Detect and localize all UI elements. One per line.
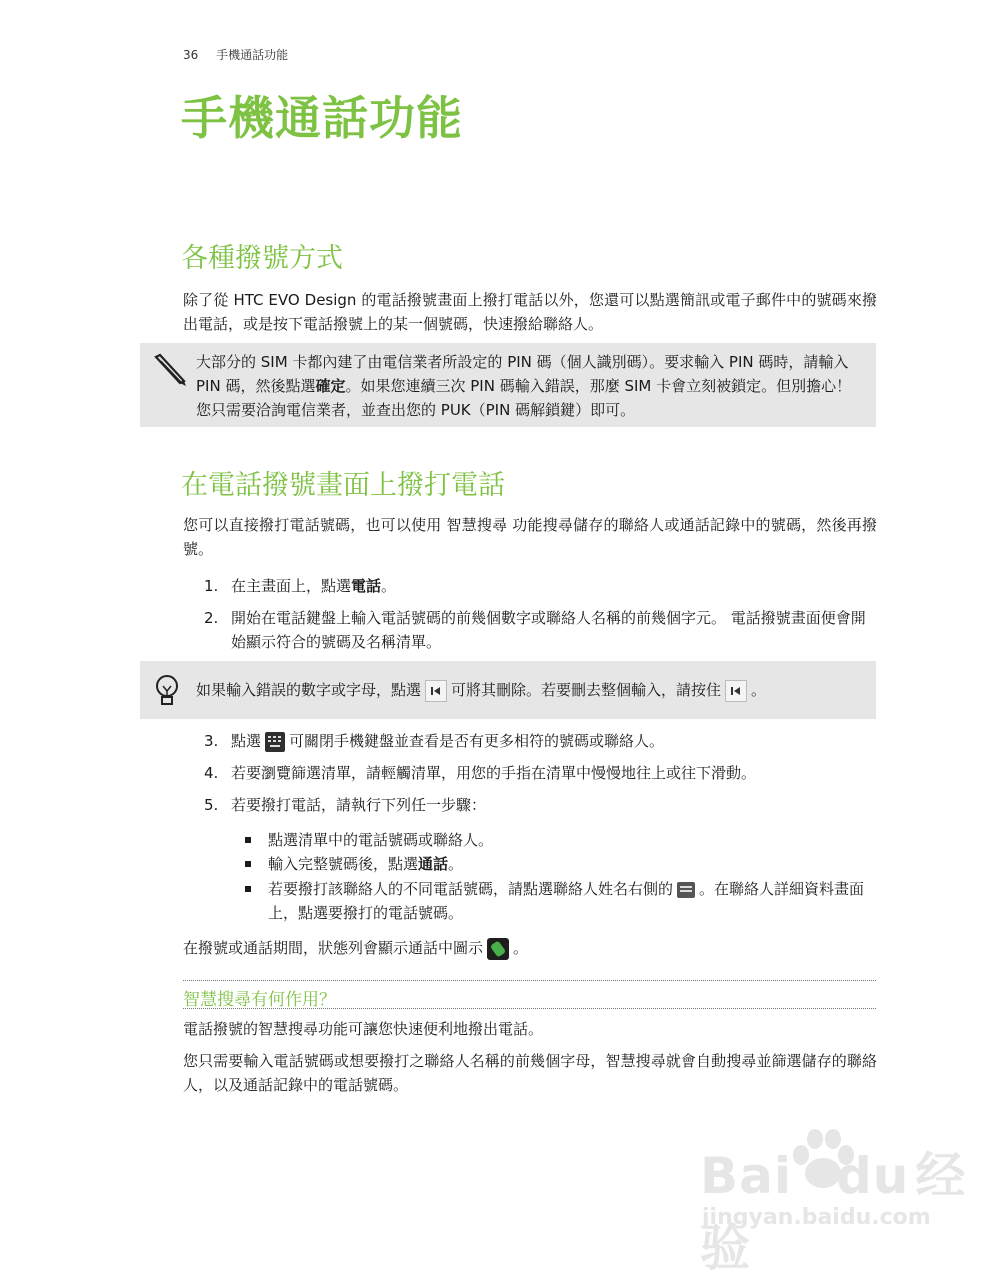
ok-label: 確定: [315, 377, 346, 395]
step-5: 5. 若要撥打電話，請執行下列任一步驟：: [204, 796, 487, 814]
backspace-key-icon: [425, 680, 447, 702]
call-label: 通話: [418, 855, 449, 873]
step-2: 2. 開始在電話鍵盤上輸入電話號碼的前幾個數字或聯絡人名稱的前幾個字元。 電話撥號畫面便會開始顯示符合的號碼及名稱清單。: [204, 609, 866, 651]
step-1: 1. 在主畫面上，點選電話。: [204, 577, 397, 595]
section1-body: 除了從 HTC EVO Design 的電話撥號畫面上撥打電話以外，您還可以點選簡訊或電子郵件中的號碼來撥出電話，或是按下電話撥號上的某一個號碼，快速撥給聯絡人。: [183, 291, 877, 333]
phone-label: 電話: [351, 577, 382, 595]
bullet-marker: [245, 837, 251, 843]
section2-intro: 您可以直接撥打電話號碼，也可以使用 智慧搜尋 功能搜尋儲存的聯絡人或通話記錄中的號碼，然後再撥號。: [183, 516, 877, 558]
bullet-marker: [245, 861, 251, 867]
tip-box: [140, 661, 876, 719]
tip-text: 如果輸入錯誤的數字或字母，點選 可將其刪除。若要刪去整個輸入，請按住 。: [196, 678, 862, 702]
status-bar-note: 在撥號或通話期間，狀態列會顯示通話中圖示 。: [183, 936, 877, 960]
bullet-1: 點選清單中的電話號碼或聯絡人。: [245, 828, 875, 852]
step-3: 3. 點選 可關閉手機鍵盤並查看是否有更多相符的號碼或聯絡人。: [204, 732, 665, 750]
chapter-title: 手機通話功能: [181, 91, 463, 145]
smart-search-p2: 您只需要輸入電話號碼或想要撥打之聯絡人名稱的前幾個字母，智慧搜尋就會自動搜尋並篩選儲存的聯絡人，以及通話記錄中的電話號碼。: [183, 1052, 877, 1094]
bullet-marker: [245, 886, 251, 892]
page-header: [183, 46, 288, 63]
contact-card-icon: [677, 882, 695, 898]
section-title-dialing-methods: 各種撥號方式: [181, 243, 343, 274]
smart-search-question: 智慧搜尋有何作用？: [183, 990, 336, 1010]
divider: [183, 1008, 876, 1009]
bullet-2: 輸入完整號碼後，點選通話。: [245, 852, 875, 876]
page-number: 36: [183, 48, 199, 62]
call-in-progress-icon: [487, 938, 509, 960]
section-title-dial-from-screen: 在電話撥號畫面上撥打電話: [181, 470, 505, 501]
watermark-brand: Bai du 经验: [700, 1147, 967, 1277]
running-title: 手機通話功能: [216, 48, 289, 62]
note-text: 大部分的 SIM 卡都內建了由電信業者所設定的 PIN 碼（個人識別碼）。要求輸入 PIN 碼時，請輸入 PIN 碼，然後點選確定。如果您連續三次 PIN 碼輸入錯誤，那麼 SIM 卡會立刻被鎖定。但別擔心！您只需要洽詢電信業者，並查出您的 PUK（PIN 碼解鎖鍵）即可。: [196, 353, 852, 419]
bullet-3: 若要撥打該聯絡人的不同電話號碼，請點選聯絡人姓名右側的 。在聯絡人詳細資料畫面上，點選要撥打的電話號碼。: [245, 877, 875, 925]
watermark-url: jingyan.baidu.com: [702, 1205, 931, 1230]
note-box: [140, 343, 876, 427]
backspace-key-icon: [725, 680, 747, 702]
pencil-icon: [150, 349, 190, 389]
divider: [183, 980, 876, 981]
step-4: 4. 若要瀏覽篩選清單，請輕觸清單，用您的手指在清單中慢慢地往上或往下滑動。: [204, 764, 757, 782]
lightbulb-icon: [150, 673, 184, 709]
smart-search-p1: 電話撥號的智慧搜尋功能可讓您快速便利地撥出電話。: [183, 1020, 544, 1038]
keyboard-icon: [265, 732, 285, 752]
